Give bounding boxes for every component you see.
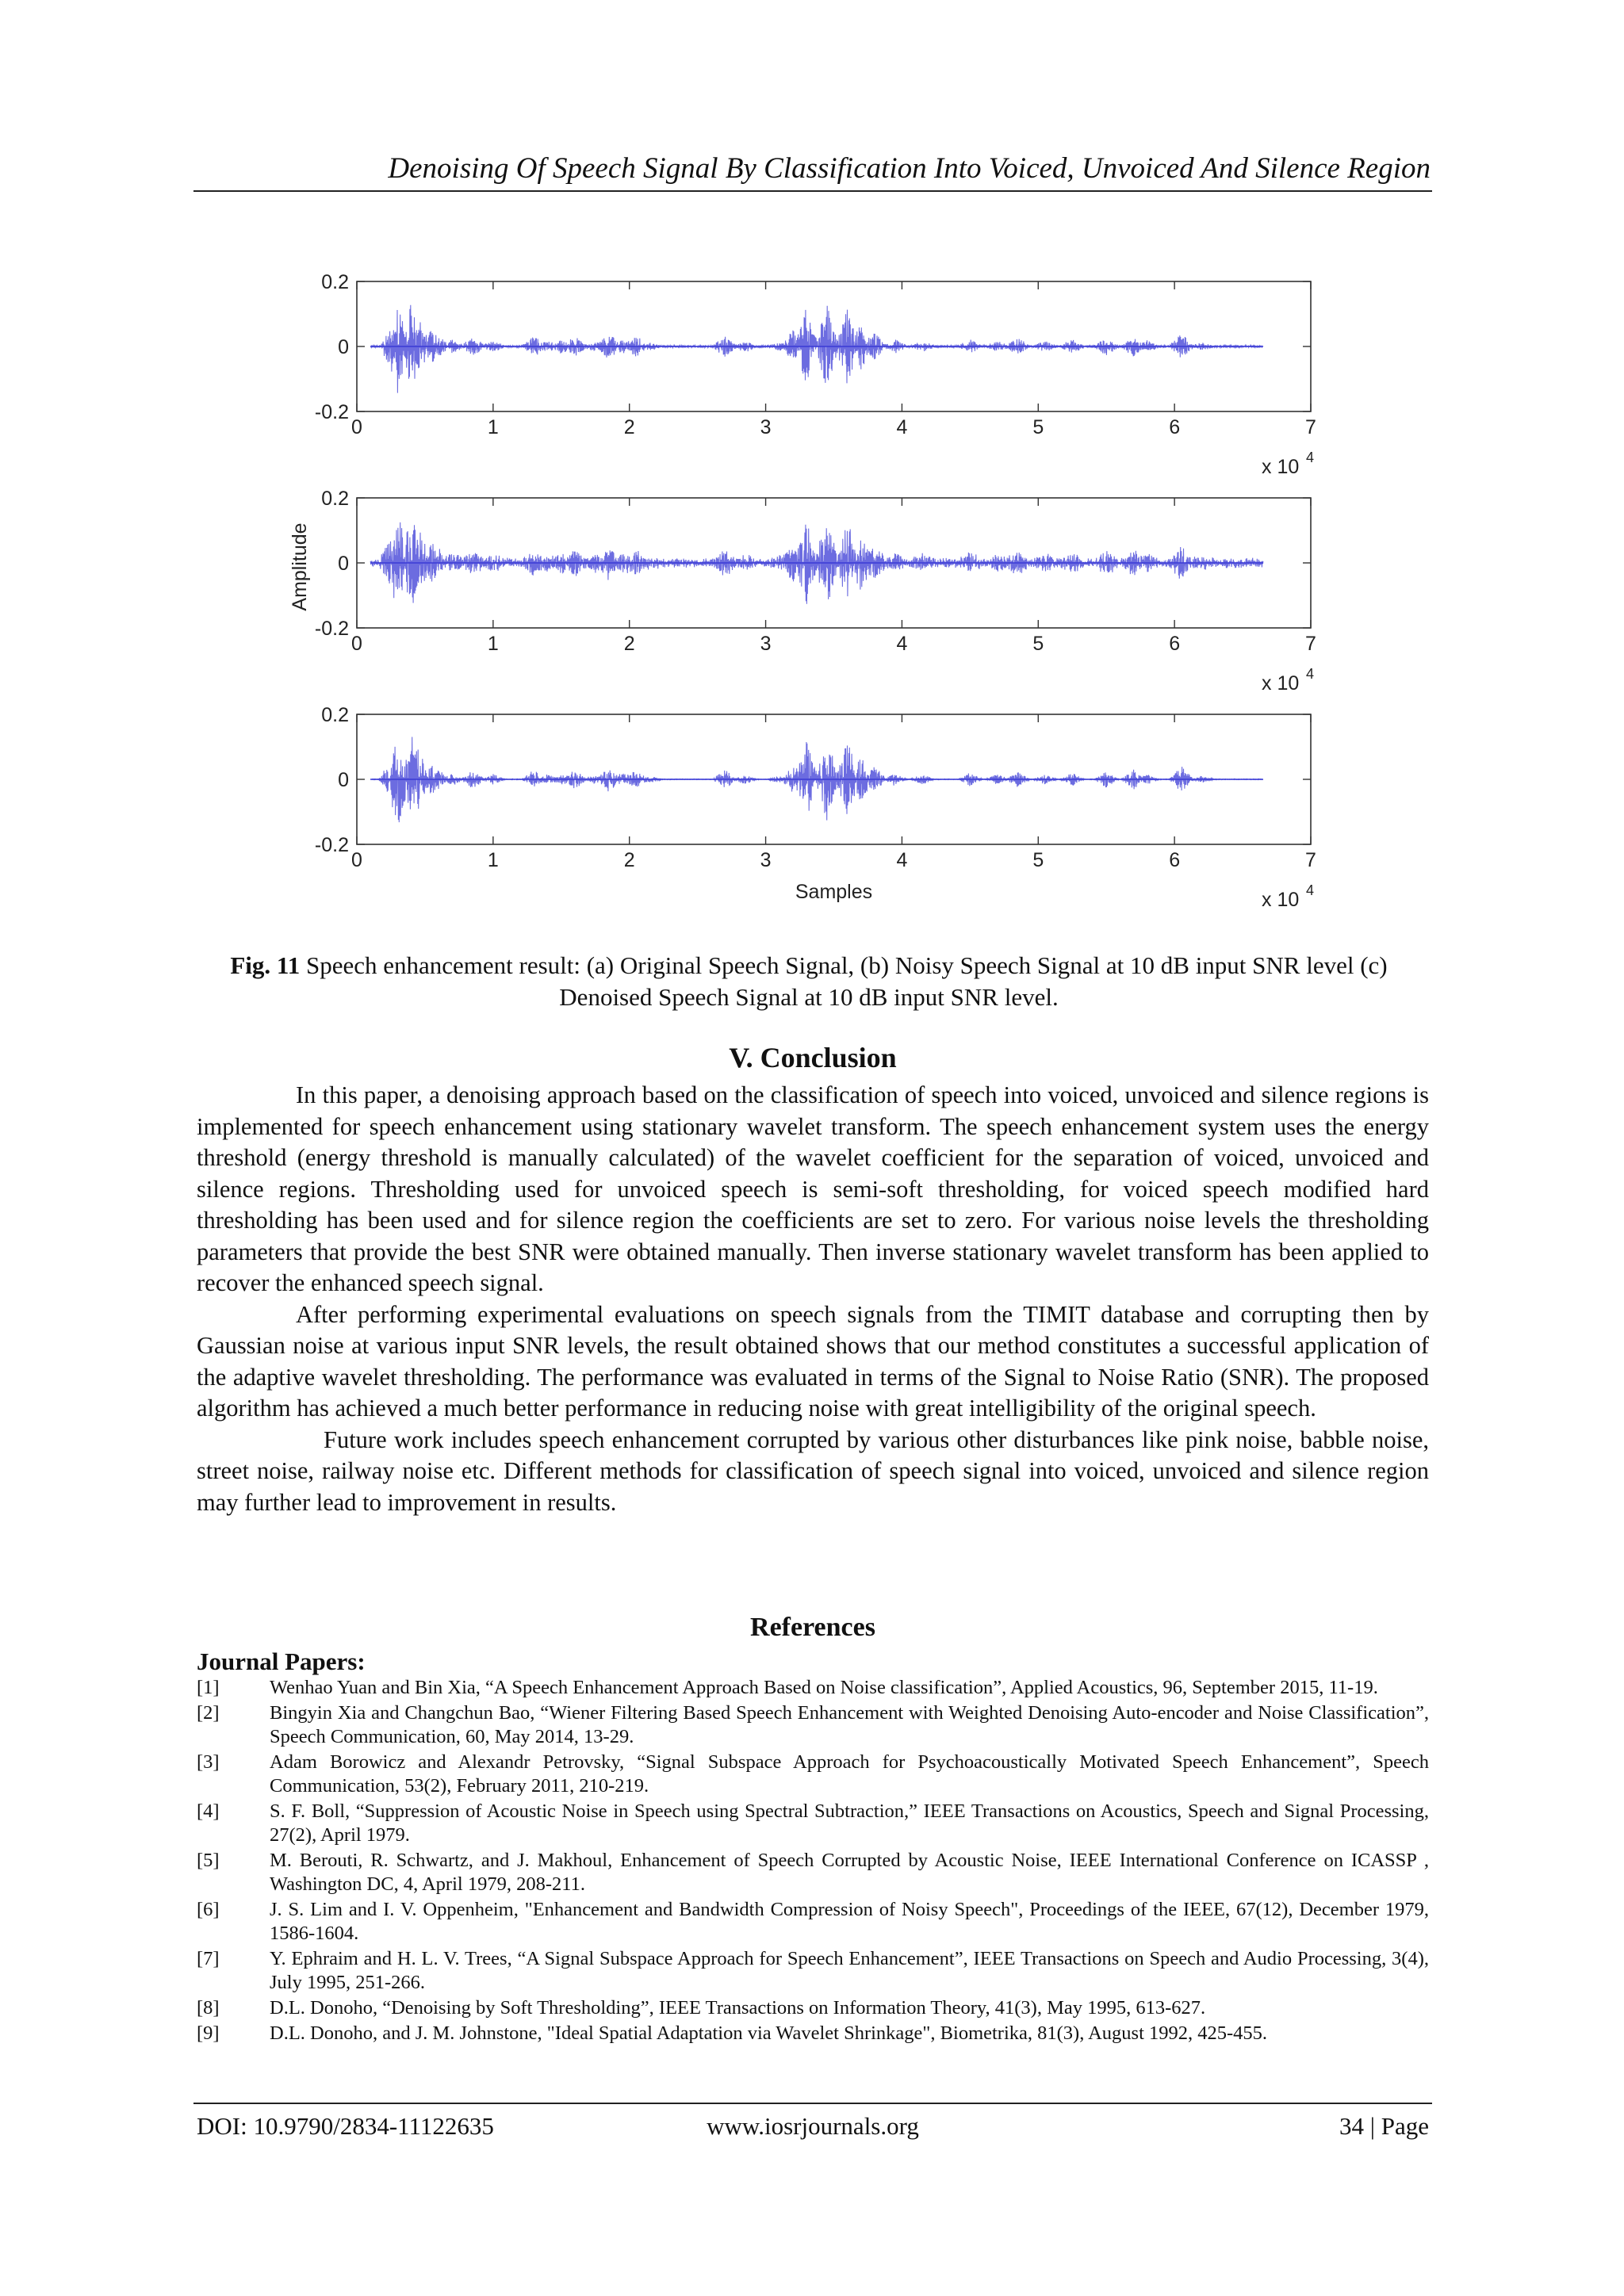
x-tick-label: 7 bbox=[1305, 633, 1316, 655]
reference-number: [8] bbox=[197, 1997, 220, 2019]
x-tick-label: 1 bbox=[487, 633, 499, 655]
reference-number: [4] bbox=[197, 1800, 220, 1822]
y-axis-label: Amplitude bbox=[289, 522, 311, 611]
reference-number: [5] bbox=[197, 1850, 220, 1871]
conclusion-heading: V. Conclusion bbox=[729, 1042, 897, 1073]
footer-doi: DOI: 10.9790/2834-11122635 bbox=[197, 2112, 494, 2140]
footer-website: www.iosrjournals.org bbox=[707, 2112, 919, 2140]
x-tick-label: 0 bbox=[351, 633, 362, 655]
x-tick-label: 3 bbox=[760, 416, 772, 438]
reference-number: [6] bbox=[197, 1899, 220, 1920]
reference-item bbox=[197, 1701, 1429, 1749]
reference-number: [9] bbox=[197, 2022, 220, 2044]
figure-caption bbox=[214, 950, 1404, 1013]
journal-papers-label: Journal Papers: bbox=[197, 1647, 366, 1675]
reference-text: Bingyin Xia and Changchun Bao, “Wiener Filtering Based Speech Enhancement with Weighted Denoising Auto-encoder and Noise Classification”, Speech Communication, 60, May 2014, 13-29. bbox=[270, 1702, 1429, 1747]
x-scale-label: x 10 bbox=[1262, 889, 1300, 911]
x-scale-exponent: 4 bbox=[1306, 882, 1315, 898]
x-tick-label: 4 bbox=[896, 849, 908, 871]
x-scale-label: x 10 bbox=[1262, 456, 1300, 478]
reference-text: Adam Borowicz and Alexandr Petrovsky, “Signal Subspace Approach for Psychoacoustically Motivated Speech Enhancement”, Speech Communication, 53(2), February 2011, 210-219. bbox=[270, 1751, 1429, 1797]
x-tick-label: 2 bbox=[623, 633, 635, 655]
y-tick-label: 0.2 bbox=[321, 488, 349, 510]
reference-text: S. F. Boll, “Suppression of Acoustic Noise in Speech using Spectral Subtraction,” IEEE Transactions on Acoustics, Speech and Signal Processing, 27(2), April 1979. bbox=[270, 1800, 1429, 1846]
x-tick-label: 5 bbox=[1032, 633, 1044, 655]
y-tick-label: 0.2 bbox=[321, 704, 349, 726]
reference-item bbox=[197, 1996, 1429, 2020]
x-scale-label: x 10 bbox=[1262, 672, 1300, 695]
x-tick-label: 1 bbox=[487, 416, 499, 438]
reference-item bbox=[197, 1898, 1429, 1946]
x-tick-label: 5 bbox=[1032, 849, 1044, 871]
x-tick-label: 6 bbox=[1169, 633, 1181, 655]
x-tick-label: 0 bbox=[351, 849, 362, 871]
reference-number: [2] bbox=[197, 1702, 220, 1724]
reference-text: Wenhao Yuan and Bin Xia, “A Speech Enhancement Approach Based on Noise classification”, Applied Acoustics, 96, September 2015, 11-19. bbox=[270, 1677, 1378, 1698]
x-axis-label: Samples bbox=[795, 881, 873, 903]
footer-page-number: 34 | Page bbox=[1339, 2112, 1429, 2140]
x-tick-label: 7 bbox=[1305, 849, 1316, 871]
conclusion-body bbox=[197, 1080, 1429, 1518]
reference-number: [7] bbox=[197, 1948, 220, 1969]
x-tick-label: 1 bbox=[487, 849, 499, 871]
reference-number: [3] bbox=[197, 1751, 220, 1773]
reference-item bbox=[197, 2022, 1429, 2045]
reference-item bbox=[197, 1947, 1429, 1995]
figure-caption-text: Speech enhancement result: (a) Original Speech Signal, (b) Noisy Speech Signal at 10 dB input SNR level (c) Denoised Speech Signal at 10 dB input SNR level. bbox=[300, 951, 1388, 1011]
running-header: Denoising Of Speech Signal By Classification Into Voiced, Unvoiced And Silence Region bbox=[388, 152, 1431, 185]
reference-text: D.L. Donoho, “Denoising by Soft Thresholding”, IEEE Transactions on Information Theory, 41(3), May 1995, 613-627. bbox=[270, 1997, 1206, 2019]
references-heading: References bbox=[750, 1613, 875, 1642]
x-scale-exponent: 4 bbox=[1306, 666, 1315, 682]
y-tick-label: 0 bbox=[338, 553, 349, 575]
x-tick-label: 5 bbox=[1032, 416, 1044, 438]
reference-item bbox=[197, 1800, 1429, 1847]
conclusion-paragraph-1: In this paper, a denoising approach based on the classification of speech into voiced, unvoiced and silence regions is implemented for speech enhancement using stationary wavelet transform. The speech enhancement system uses the energy threshold (energy threshold is manually calculated) of the wavelet coefficient for the separation of voiced, unvoiced and silence regions. Thresholding used for unvoiced speech is semi-soft thresholding, for voiced speech modified hard thresholding has been used and for silence region the coefficients are set to zero. For various noise levels the thresholding parameters that provide the best SNR were obtained manually. Then inverse stationary wavelet transform has been applied to recover the enhanced speech signal. bbox=[197, 1081, 1429, 1296]
conclusion-paragraph-2: After performing experimental evaluations on speech signals from the TIMIT database and corrupting then by Gaussian noise at various input SNR levels, the result obtained shows that our method constitutes a successful application of the adaptive wavelet thresholding. The performance was evaluated in terms of the Signal to Noise Ratio (SNR). The proposed algorithm has achieved a much better performance in reducing noise with great intelligibility of the original speech. bbox=[197, 1300, 1429, 1422]
reference-item bbox=[197, 1849, 1429, 1896]
x-tick-label: 7 bbox=[1305, 416, 1316, 438]
x-tick-label: 6 bbox=[1169, 849, 1181, 871]
y-tick-label: 0.2 bbox=[321, 271, 349, 293]
y-tick-label: 0 bbox=[338, 769, 349, 791]
x-tick-label: 4 bbox=[896, 416, 908, 438]
figure-caption-label: Fig. 11 bbox=[230, 951, 301, 979]
x-tick-label: 2 bbox=[623, 416, 635, 438]
x-tick-label: 3 bbox=[760, 849, 772, 871]
reference-item bbox=[197, 1676, 1429, 1700]
x-tick-label: 0 bbox=[351, 416, 362, 438]
x-tick-label: 2 bbox=[623, 849, 635, 871]
y-tick-label: -0.2 bbox=[314, 401, 349, 423]
reference-number: [1] bbox=[197, 1677, 220, 1698]
conclusion-paragraph-3: Future work includes speech enhancement corrupted by various other disturbances like pink noise, babble noise, street noise, railway noise etc. Different methods for classification of speech signal into voiced, unvoiced and silence region may further lead to improvement in results. bbox=[197, 1425, 1429, 1516]
header-rule bbox=[193, 190, 1432, 192]
y-tick-label: -0.2 bbox=[314, 834, 349, 856]
y-tick-label: 0 bbox=[338, 336, 349, 358]
x-tick-label: 6 bbox=[1169, 416, 1181, 438]
reference-list bbox=[197, 1676, 1429, 2047]
x-scale-exponent: 4 bbox=[1306, 450, 1315, 465]
footer-rule bbox=[193, 2103, 1432, 2104]
reference-text: Y. Ephraim and H. L. V. Trees, “A Signal Subspace Approach for Speech Enhancement”, IEEE Transactions on Speech and Audio Processing, 3(4), July 1995, 251-266. bbox=[270, 1948, 1429, 1993]
x-tick-label: 3 bbox=[760, 633, 772, 655]
reference-text: M. Berouti, R. Schwartz, and J. Makhoul, Enhancement of Speech Corrupted by Acoustic Noise, IEEE International Conference on ICASSP , Washington DC, 4, April 1979, 208-211. bbox=[270, 1850, 1429, 1895]
speech-enhancement-figure bbox=[262, 254, 1404, 920]
reference-text: J. S. Lim and I. V. Oppenheim, "Enhancement and Bandwidth Compression of Noisy Speech", Proceedings of the IEEE, 67(12), December 1979, 1586-1604. bbox=[270, 1899, 1429, 1944]
x-tick-label: 4 bbox=[896, 633, 908, 655]
reference-item bbox=[197, 1751, 1429, 1798]
y-tick-label: -0.2 bbox=[314, 618, 349, 640]
reference-text: D.L. Donoho, and J. M. Johnstone, "Ideal Spatial Adaptation via Wavelet Shrinkage", Biometrika, 81(3), August 1992, 425-455. bbox=[270, 2022, 1268, 2044]
